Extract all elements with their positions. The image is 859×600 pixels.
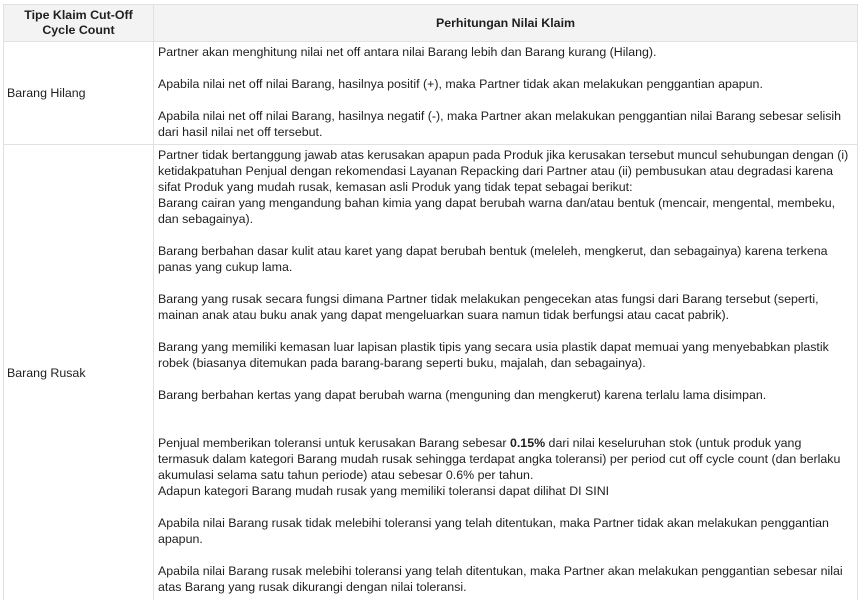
- tolerance-value: 0.15%: [509, 436, 546, 450]
- hilang-paragraph-2: Apabila nilai net off nilai Barang, hasilnya positif (+), maka Partner tidak akan melakukan penggantian apapun.: [158, 77, 763, 91]
- rusak-outcome-2: Apabila nilai Barang rusak melebihi toleransi yang telah ditentukan, maka Partner akan melakukan penggantian sebesar nilai atas Barang yang rusak dikurangi dengan nilai toleransi.: [158, 564, 843, 594]
- rusak-item-5: Barang berbahan kertas yang dapat berubah warna (menguning dan mengkerut) karena terlalu lama disimpan.: [158, 388, 767, 402]
- tolerance-text-after: dari nilai keseluruhan stok (untuk produk yang termasuk dalam kategori Barang mudah rusak sehingga terdapat angka toleransi) per period cut off cycle count (dan berlaku akumulasi selama satu tahun periode) atau sebesar 0.6% per tahun.: [158, 436, 841, 482]
- rusak-intro: Partner tidak bertanggung jawab atas kerusakan apapun pada Produk jika kerusakan tersebut muncul sehubungan dengan (i) ketidakpatuhan Penjual dengan rekomendasi Layanan Repacking dari Partner atau (ii) pembusukan atau degradasi karena sifat Produk yang mudah rusak, kemasan asli Produk yang tidak tepat sebagai berikut:: [158, 148, 849, 194]
- table-row-barang-rusak: [4, 145, 858, 600]
- claim-type-barang-hilang: Barang Hilang: [4, 42, 154, 145]
- rusak-outcome-1: Apabila nilai Barang rusak tidak melebihi toleransi yang telah ditentukan, maka Partner tidak akan melakukan penggantian apapun.: [158, 516, 829, 546]
- hilang-paragraph-3: Apabila nilai net off nilai Barang, hasilnya negatif (-), maka Partner akan melakukan penggantian nilai Barang sebesar selisih dari hasil nilai net off tersebut.: [158, 109, 842, 139]
- rusak-item-4: Barang yang memiliki kemasan luar lapisan plastik tipis yang secara usia plastik dapat memuai yang menyebabkan plastik robek (biasanya ditemukan pada barang-barang seperti buku, majalah, dan sebagainya).: [158, 340, 829, 370]
- tolerance-text-before: Penjual memberikan toleransi untuk kerusakan Barang sebesar: [158, 436, 510, 450]
- hilang-paragraph-1: Partner akan menghitung nilai net off antara nilai Barang lebih dan Barang kurang (Hilang).: [158, 45, 657, 59]
- claim-description-barang-rusak: [154, 145, 858, 600]
- header-claim-calculation: Perhitungan Nilai Klaim: [154, 5, 858, 42]
- rusak-item-3: Barang yang rusak secara fungsi dimana Partner tidak melakukan pengecekan atas fungsi dari Barang tersebut (seperti, mainan anak atau buku anak yang dapat mengeluarkan suara namun tidak berfungsi atau cacat pabrik).: [158, 292, 819, 322]
- rusak-tolerance: [158, 435, 853, 483]
- rusak-item-2: Barang berbahan dasar kulit atau karet yang dapat berubah bentuk (meleleh, mengkerut, dan sebagainya) karena terkena panas yang cukup lama.: [158, 244, 828, 274]
- claim-description-barang-hilang: [154, 42, 858, 145]
- claim-type-barang-rusak: Barang Rusak: [4, 145, 154, 600]
- rusak-category-note: Adapun kategori Barang mudah rusak yang memiliki toleransi dapat dilihat DI SINI: [158, 484, 610, 498]
- table-row-barang-hilang: [4, 42, 858, 145]
- rusak-item-1: Barang cairan yang mengandung bahan kimia yang dapat berubah warna dan/atau bentuk (mencair, mengental, membeku, dan sebagainya).: [158, 196, 836, 226]
- table-header-row: [4, 5, 858, 42]
- claim-calculation-table: [3, 4, 858, 600]
- header-claim-type: Tipe Klaim Cut-Off Cycle Count: [4, 5, 154, 42]
